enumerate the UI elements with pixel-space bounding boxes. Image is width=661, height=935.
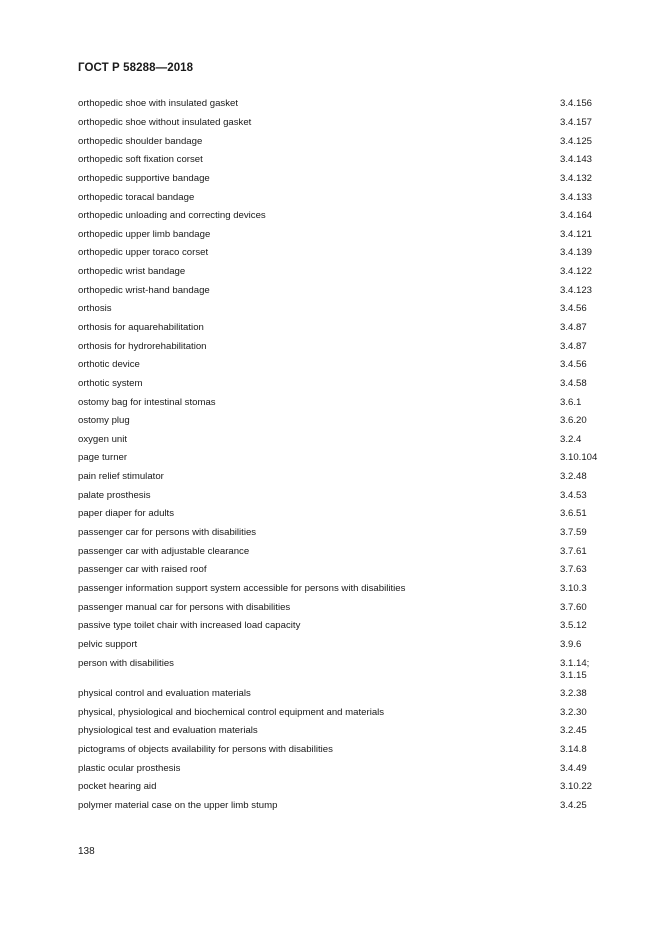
- index-entry: [78, 319, 608, 338]
- index-term: orthopedic shoe with insulated gasket: [78, 98, 238, 110]
- index-reference: 3.4.157: [560, 116, 593, 128]
- index-reference: 3.10.22: [560, 781, 593, 793]
- index-term: passenger manual car for persons with disabilities: [78, 601, 291, 613]
- index-reference: 3.4.164: [560, 210, 593, 222]
- index-entry: [78, 431, 608, 450]
- index-reference: 3.2.4: [560, 433, 582, 445]
- index-reference: 3.4.121: [560, 228, 593, 240]
- index-reference: 3.4.132: [560, 172, 593, 184]
- index-reference: 3.9.6: [560, 638, 582, 650]
- index-term: orthopedic wrist-hand bandage: [78, 284, 210, 296]
- index-entry: [78, 741, 608, 760]
- index-term: plastic ocular prosthesis: [78, 762, 181, 774]
- index-reference: 3.4.53: [560, 489, 587, 501]
- index-entry: [78, 281, 608, 300]
- index-entry: [78, 468, 608, 487]
- index-reference: 3.4.123: [560, 284, 593, 296]
- index-term: ostomy bag for intestinal stomas: [78, 396, 216, 408]
- index-entry: [78, 524, 608, 543]
- index-entry: [78, 393, 608, 412]
- index-reference: 3.6.51: [560, 508, 587, 520]
- index-reference: 3.2.30: [560, 706, 587, 718]
- index-reference: 3.7.63: [560, 564, 587, 576]
- index-entry: [78, 542, 608, 561]
- index-reference: 3.4.25: [560, 800, 587, 811]
- index-entry: [78, 617, 608, 636]
- index-entry: [78, 300, 608, 319]
- index-entry: [78, 704, 608, 723]
- index-term: pocket hearing aid: [78, 781, 157, 793]
- index-entry: [78, 375, 608, 394]
- index-entry: [78, 598, 608, 617]
- index-term: passenger car for persons with disabilities: [78, 527, 257, 539]
- index-list: [78, 95, 608, 815]
- index-entry: [78, 114, 608, 133]
- index-term: ostomy plug: [78, 415, 130, 427]
- index-term: physical control and evaluation materials: [78, 688, 251, 700]
- index-entry: [78, 797, 608, 816]
- index-reference: 3.6.1: [560, 396, 582, 408]
- index-term: orthosis for aquarehabilitation: [78, 321, 204, 333]
- index-reference: 3.4.133: [560, 191, 593, 203]
- index-entry: [78, 561, 608, 580]
- index-reference: 3.2.45: [560, 725, 587, 737]
- index-entry: [78, 151, 608, 170]
- index-term: pictograms of objects availability for persons with disabilities: [78, 744, 333, 756]
- index-entry: [78, 412, 608, 431]
- index-term: physiological test and evaluation materials: [78, 725, 258, 737]
- index-term: pain relief stimulator: [78, 471, 164, 483]
- index-reference: 3.4.87: [560, 321, 587, 333]
- index-entry: [78, 505, 608, 524]
- index-term: orthosis: [78, 303, 112, 315]
- index-entry: [78, 449, 608, 468]
- index-reference: 3.4.56: [560, 303, 587, 315]
- index-reference: 3.10.104: [560, 452, 598, 464]
- index-term: pelvic support: [78, 638, 138, 650]
- index-term: person with disabilities: [78, 657, 174, 669]
- index-reference: 3.4.87: [560, 340, 587, 352]
- index-term: passenger information support system accessible for persons with disabilities: [78, 582, 406, 594]
- index-reference: 3.10.3: [560, 582, 587, 594]
- document-header: [78, 62, 193, 74]
- index-reference: 3.4.122: [560, 266, 593, 278]
- index-entry: [78, 170, 608, 189]
- index-reference: 3.2.38: [560, 688, 587, 700]
- index-term: orthopedic upper limb bandage: [78, 228, 211, 240]
- index-term: orthopedic wrist bandage: [78, 266, 186, 278]
- index-term: orthosis for hydrorehabilitation: [78, 340, 207, 352]
- index-term: passive type toilet chair with increased load capacity: [78, 620, 301, 632]
- index-reference: 3.6.20: [560, 415, 587, 427]
- index-entry: [78, 207, 608, 226]
- index-term: oxygen unit: [78, 433, 128, 445]
- index-term: orthotic system: [78, 377, 143, 389]
- index-entry: [78, 263, 608, 282]
- index-reference: 3.4.58: [560, 377, 587, 389]
- index-entry: [78, 486, 608, 505]
- index-reference: 3.4.156: [560, 98, 593, 110]
- index-entry: [78, 685, 608, 704]
- index-term: orthopedic soft fixation corset: [78, 154, 203, 166]
- index-term: passenger car with adjustable clearance: [78, 545, 250, 557]
- index-term: palate prosthesis: [78, 489, 151, 501]
- index-reference: 3.4.56: [560, 359, 587, 371]
- index-entry: [78, 356, 608, 375]
- index-entry: [78, 778, 608, 797]
- index-entry: [78, 759, 608, 778]
- index-entry: [78, 580, 608, 599]
- index-term: page turner: [78, 452, 128, 464]
- index-reference: 3.4.125: [560, 135, 593, 147]
- index-term: orthopedic upper toraco corset: [78, 247, 209, 259]
- index-reference: 3.1.14; 3.1.15: [560, 657, 590, 681]
- index-reference: 3.5.12: [560, 620, 587, 632]
- index-term: polymer material case on the upper limb stump: [78, 800, 278, 811]
- index-term: physical, physiological and biochemical control equipment and materials: [78, 706, 385, 718]
- index-entry: [78, 337, 608, 356]
- index-reference: 3.2.48: [560, 471, 587, 483]
- standard-title: ГОСТ Р 58288—2018: [78, 62, 194, 74]
- page-footer: [78, 846, 95, 857]
- index-entry: [78, 654, 608, 685]
- index-reference: 3.14.8: [560, 744, 587, 756]
- index-entry: [78, 225, 608, 244]
- index-term: orthopedic unloading and correcting devices: [78, 210, 266, 222]
- index-entry: [78, 636, 608, 655]
- index-entry: [78, 244, 608, 263]
- index-reference: 3.7.59: [560, 527, 587, 539]
- index-entry: [78, 95, 608, 114]
- index-entry: [78, 132, 608, 151]
- index-term: orthopedic toracal bandage: [78, 191, 195, 203]
- index-entry: [78, 188, 608, 207]
- index-reference: 3.7.61: [560, 545, 587, 557]
- index-reference: 3.7.60: [560, 601, 587, 613]
- page-number: 138: [78, 846, 95, 857]
- index-term: passenger car with raised roof: [78, 564, 207, 576]
- index-reference: 3.4.143: [560, 154, 593, 166]
- index-term: orthotic device: [78, 359, 140, 371]
- index-term: paper diaper for adults: [78, 508, 174, 520]
- index-term: orthopedic supportive bandage: [78, 172, 210, 184]
- index-reference: 3.4.139: [560, 247, 593, 259]
- index-reference: 3.4.49: [560, 762, 587, 774]
- index-term: orthopedic shoe without insulated gasket: [78, 116, 252, 128]
- index-term: orthopedic shoulder bandage: [78, 135, 203, 147]
- index-entry: [78, 722, 608, 741]
